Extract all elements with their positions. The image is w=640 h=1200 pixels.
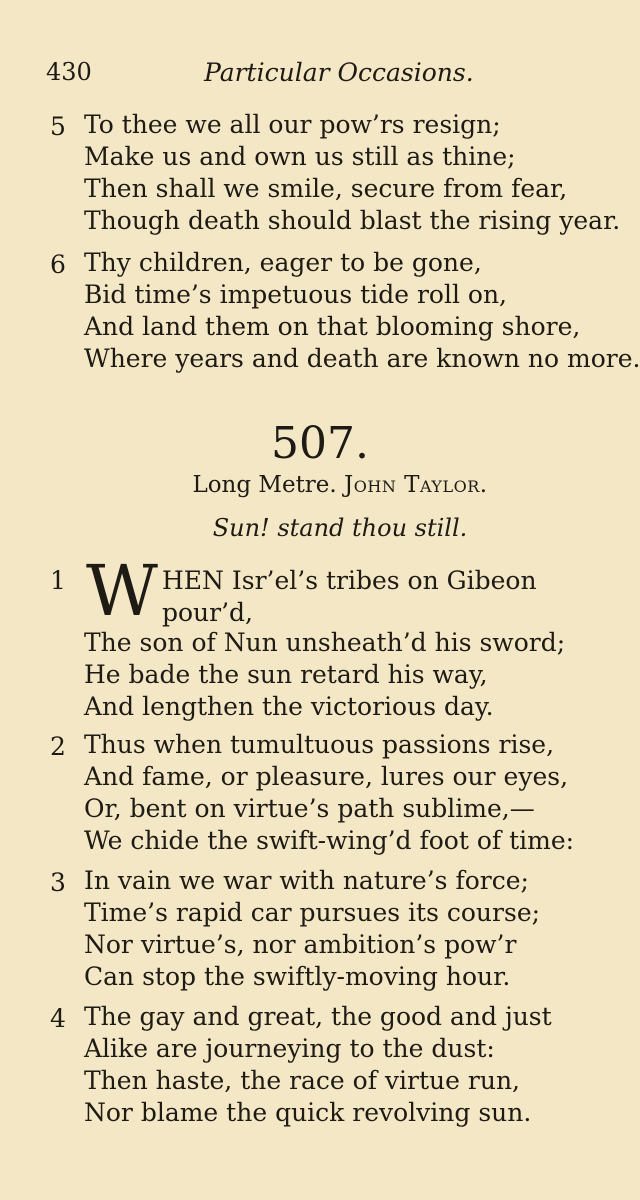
verse-line: In vain we war with nature’s force; (84, 866, 529, 895)
verse-line: Though death should blast the rising year. (84, 206, 621, 235)
verse-line: Make us and own us still as thine; (84, 142, 516, 171)
verse-line: We chide the swift-wing’d foot of time: (84, 826, 575, 855)
verse-line: Can stop the swiftly-moving hour. (84, 962, 511, 991)
drop-cap: W (86, 550, 158, 632)
verse-line: Thus when tumultuous passions rise, (84, 730, 555, 759)
hymn-author: John Taylor. (344, 472, 488, 498)
verse-line: He bade the sun retard his way, (84, 660, 488, 689)
hymn-number: 507. (271, 418, 369, 469)
verse-line: Where years and death are known no more. (84, 344, 640, 373)
verse-line: Or, bent on virtue’s path sublime,— (84, 794, 535, 823)
verse-line: Alike are journeying to the dust: (84, 1034, 495, 1063)
verse-line: Bid time’s impetuous tide roll on, (84, 280, 507, 309)
verse-line: The gay and great, the good and just (84, 1002, 552, 1031)
stanza-number: 4 (50, 1004, 66, 1033)
verse-line: pour’d, (162, 598, 254, 627)
verse-line: The son of Nun unsheath’d his sword; (84, 628, 566, 657)
verse-line: Then haste, the race of virtue run, (84, 1066, 520, 1095)
stanza-number: 1 (50, 566, 66, 595)
verse-line: Time’s rapid car pursues its course; (84, 898, 541, 927)
stanza-number: 2 (50, 732, 66, 761)
stanza-number: 6 (50, 250, 66, 279)
verse-line: Nor blame the quick revolving sun. (84, 1098, 532, 1127)
page-header (46, 58, 606, 92)
verse-line: And lengthen the victorious day. (84, 692, 494, 721)
verse-line: Then shall we smile, secure from fear, (84, 174, 568, 203)
stanza-number: 5 (50, 112, 66, 141)
verse-line: Nor virtue’s, nor ambition’s pow’r (84, 930, 517, 959)
hymn-meter: Long Metre. (192, 472, 337, 498)
verse-line: To thee we all our pow’rs resign; (84, 110, 501, 139)
stanza-number: 3 (50, 868, 66, 897)
hymn-subtitle: Sun! stand thou still. (212, 514, 468, 542)
verse-line: And fame, or pleasure, lures our eyes, (84, 762, 569, 791)
hymn-meta (0, 472, 640, 498)
running-title: Particular Occasions. (204, 58, 474, 87)
verse-line: And land them on that blooming shore, (84, 312, 581, 341)
verse-line: HEN Isr’el’s tribes on Gibeon (162, 566, 537, 595)
verse-line: Thy children, eager to be gone, (84, 248, 482, 277)
page-number: 430 (46, 58, 92, 86)
